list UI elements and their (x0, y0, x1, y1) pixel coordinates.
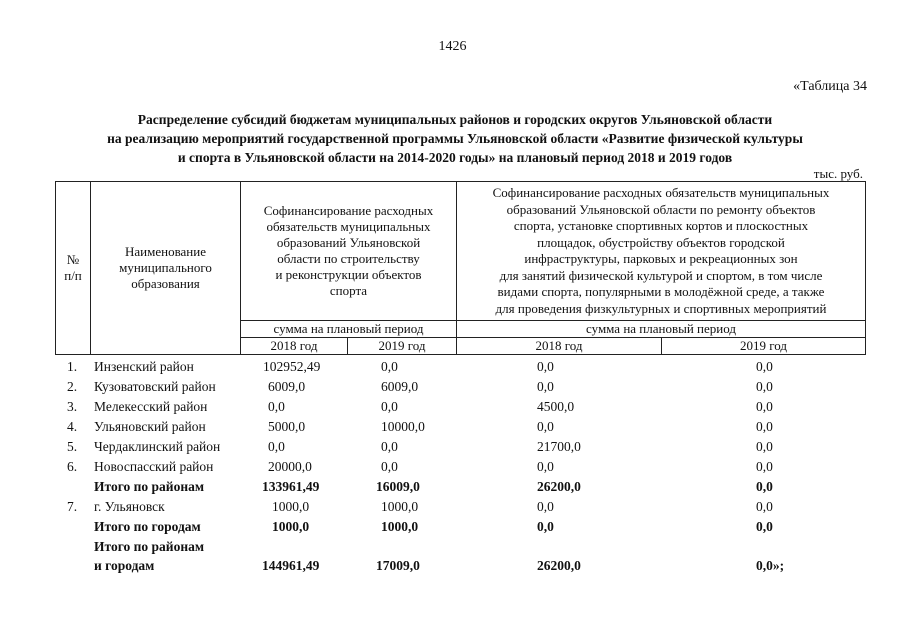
row-name: Мелекесский район (94, 399, 208, 414)
row-value-2019b: 0,0 (756, 519, 773, 534)
row-value-2018a: 0,0 (268, 399, 285, 414)
row-value-2019b: 0,0»; (756, 558, 785, 573)
header-num: № п/п (64, 252, 82, 283)
header-group2: Софинансирование расходных обязательств муниципальных образований Ульяновской области по ремонту объектов спорта, установке спортивных кортов и плоскостных площадок, обустройству объектов городской инфраструктуры, парковых и рекреационных зон для занятий физической культурой и спортом, в том числе видами спорта, популярными в молодёжной среде, а также для проведения физкультурных и спортивных мероприятий (492, 185, 830, 316)
header-2019b: 2019 год (740, 338, 787, 353)
row-value-2019a: 1000,0 (381, 519, 419, 534)
row-value-2019b: 0,0 (756, 499, 773, 514)
row-name: Чердаклинский район (94, 439, 221, 454)
row-value-2019a: 16009,0 (376, 479, 420, 494)
row-value-2018a: 20000,0 (268, 459, 312, 474)
row-value-2019b: 0,0 (756, 479, 773, 494)
row-name: г. Ульяновск (94, 499, 165, 514)
header-group1: Софинансирование расходных обязательств муниципальных образований Ульяновской области по строительству и реконструкции объектов спорта (263, 203, 434, 298)
title-line-3: и спорта в Ульяновской области на 2014-2020 годы» на плановый период 2018 и 2019 годов (177, 150, 733, 165)
row-value-2019b: 0,0 (756, 419, 773, 434)
row-name: Итого по городам (94, 519, 201, 534)
row-num: 7. (67, 499, 78, 514)
row-value-2018a: 5000,0 (268, 419, 306, 434)
row-value-2018b: 0,0 (537, 379, 554, 394)
row-value-2018b: 26200,0 (537, 558, 581, 573)
row-value-2018b: 0,0 (537, 459, 554, 474)
row-num: 1. (67, 359, 78, 374)
row-value-2018b: 0,0 (537, 419, 554, 434)
table-reference: «Таблица 34 (793, 79, 867, 94)
row-value-2018a: 1000,0 (272, 499, 310, 514)
header-sum1: сумма на плановый период (273, 321, 424, 336)
row-value-2018a: 133961,49 (262, 479, 320, 494)
row-value-2018b: 0,0 (537, 499, 554, 514)
row-name-line-2: и городам (94, 558, 155, 573)
row-name: Новоспасский район (94, 459, 214, 474)
row-value-2019b: 0,0 (756, 439, 773, 454)
title-line-1: Распределение субсидий бюджетам муниципальных районов и городских округов Ульяновской области (137, 112, 773, 127)
row-value-2019b: 0,0 (756, 379, 773, 394)
row-num: 2. (67, 379, 78, 394)
row-name: Кузоватовский район (94, 379, 216, 394)
row-value-2018b: 26200,0 (537, 479, 581, 494)
row-value-2019b: 0,0 (756, 399, 773, 414)
row-num: 4. (67, 419, 78, 434)
row-value-2018b: 21700,0 (537, 439, 581, 454)
row-value-2018a: 144961,49 (262, 558, 320, 573)
row-num: 3. (67, 399, 78, 414)
header-sum2: сумма на плановый период (586, 321, 736, 336)
row-num: 5. (67, 439, 78, 454)
header-2019a: 2019 год (378, 338, 426, 353)
row-value-2019a: 10000,0 (381, 419, 425, 434)
row-name: Итого по районам (94, 479, 205, 494)
header-name: Наименование муниципального образования (119, 244, 212, 291)
page-number: 1426 (438, 39, 467, 54)
row-value-2019a: 17009,0 (376, 558, 420, 573)
document-title (40, 110, 870, 167)
row-name: Ульяновский район (94, 419, 206, 434)
header-2018a: 2018 год (270, 338, 318, 353)
row-name-line-1: Итого по районам (94, 539, 205, 554)
row-num: 6. (67, 459, 78, 474)
row-value-2018a: 6009,0 (268, 379, 306, 394)
row-value-2018a: 1000,0 (272, 519, 310, 534)
units-label: тыс. руб. (813, 166, 863, 181)
row-value-2019a: 0,0 (381, 459, 398, 474)
row-value-2018a: 102952,49 (263, 359, 321, 374)
row-value-2018b: 0,0 (537, 519, 554, 534)
row-value-2019a: 0,0 (381, 359, 398, 374)
row-name: Инзенский район (94, 359, 194, 374)
title-line-2: на реализацию мероприятий государственной программы Ульяновской области «Развитие физической культуры (107, 131, 803, 146)
row-value-2018b: 0,0 (537, 359, 554, 374)
header-2018b: 2018 год (535, 338, 583, 353)
row-value-2018b: 4500,0 (537, 399, 575, 414)
row-value-2018a: 0,0 (268, 439, 285, 454)
row-value-2019b: 0,0 (756, 359, 773, 374)
row-value-2019a: 0,0 (381, 399, 398, 414)
row-value-2019a: 1000,0 (381, 499, 419, 514)
row-value-2019a: 6009,0 (381, 379, 419, 394)
row-value-2019b: 0,0 (756, 459, 773, 474)
row-value-2019a: 0,0 (381, 439, 398, 454)
